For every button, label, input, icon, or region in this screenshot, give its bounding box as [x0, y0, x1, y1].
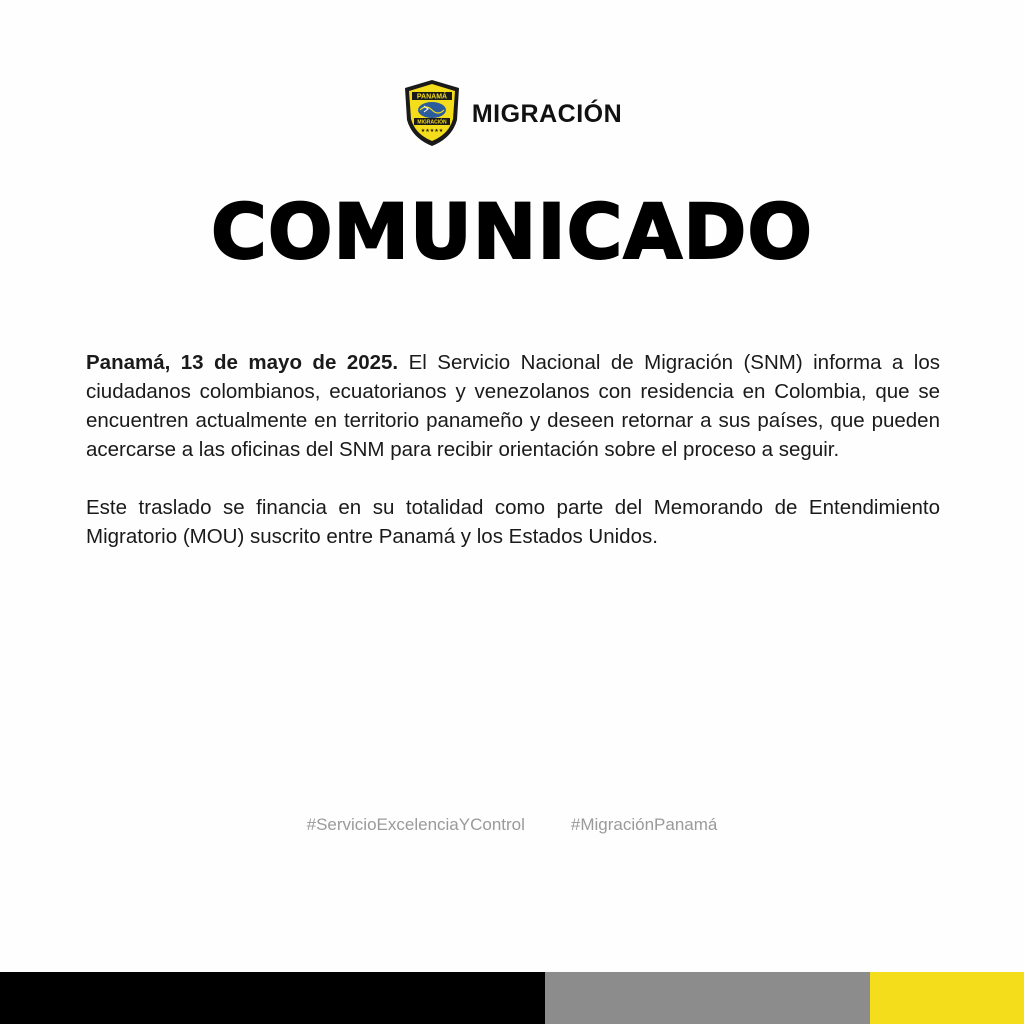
footer-black-segment	[0, 972, 545, 1024]
svg-text:MIGRACIÓN: MIGRACIÓN	[417, 119, 447, 126]
svg-text:PANAMÁ: PANAMÁ	[416, 93, 447, 101]
announcement-paragraph-2: Este traslado se financia en su totalidad como parte del Memorando de Entendimiento Migratorio (MOU) suscrito entre Panamá y los Estados Unidos.	[86, 496, 940, 548]
page-title: COMUNICADO	[211, 187, 813, 276]
dateline: Panamá, 13 de mayo de 2025.	[86, 351, 399, 374]
hashtags	[0, 815, 1024, 835]
hashtag-servicio: #ServicioExcelenciaYControl	[306, 815, 525, 834]
brand-name: MIGRACIÓN	[471, 99, 623, 128]
svg-text:★★★★★: ★★★★★	[420, 128, 444, 134]
paragraph-1-text: El Servicio Nacional de Migración (SNM) informa a los ciudadanos colombianos, ecuatorianos y venezolanos con residencia en Colombia, que se encuentren actualmente en territorio panameño y deseen retornar a sus países, que pueden acercarse a las oficinas del SNM para recibir orientación sobre el proceso a seguir.	[86, 351, 940, 461]
hashtag-migracion: #MigraciónPanamá	[570, 815, 718, 834]
brand-header	[0, 78, 1024, 148]
migracion-shield-icon	[402, 78, 462, 148]
announcement-body	[86, 348, 940, 580]
announcement-paragraph-1	[86, 348, 940, 464]
footer-yellow-segment	[870, 972, 1024, 1024]
footer-gray-segment	[545, 972, 870, 1024]
footer-color-bar	[0, 972, 1024, 1024]
